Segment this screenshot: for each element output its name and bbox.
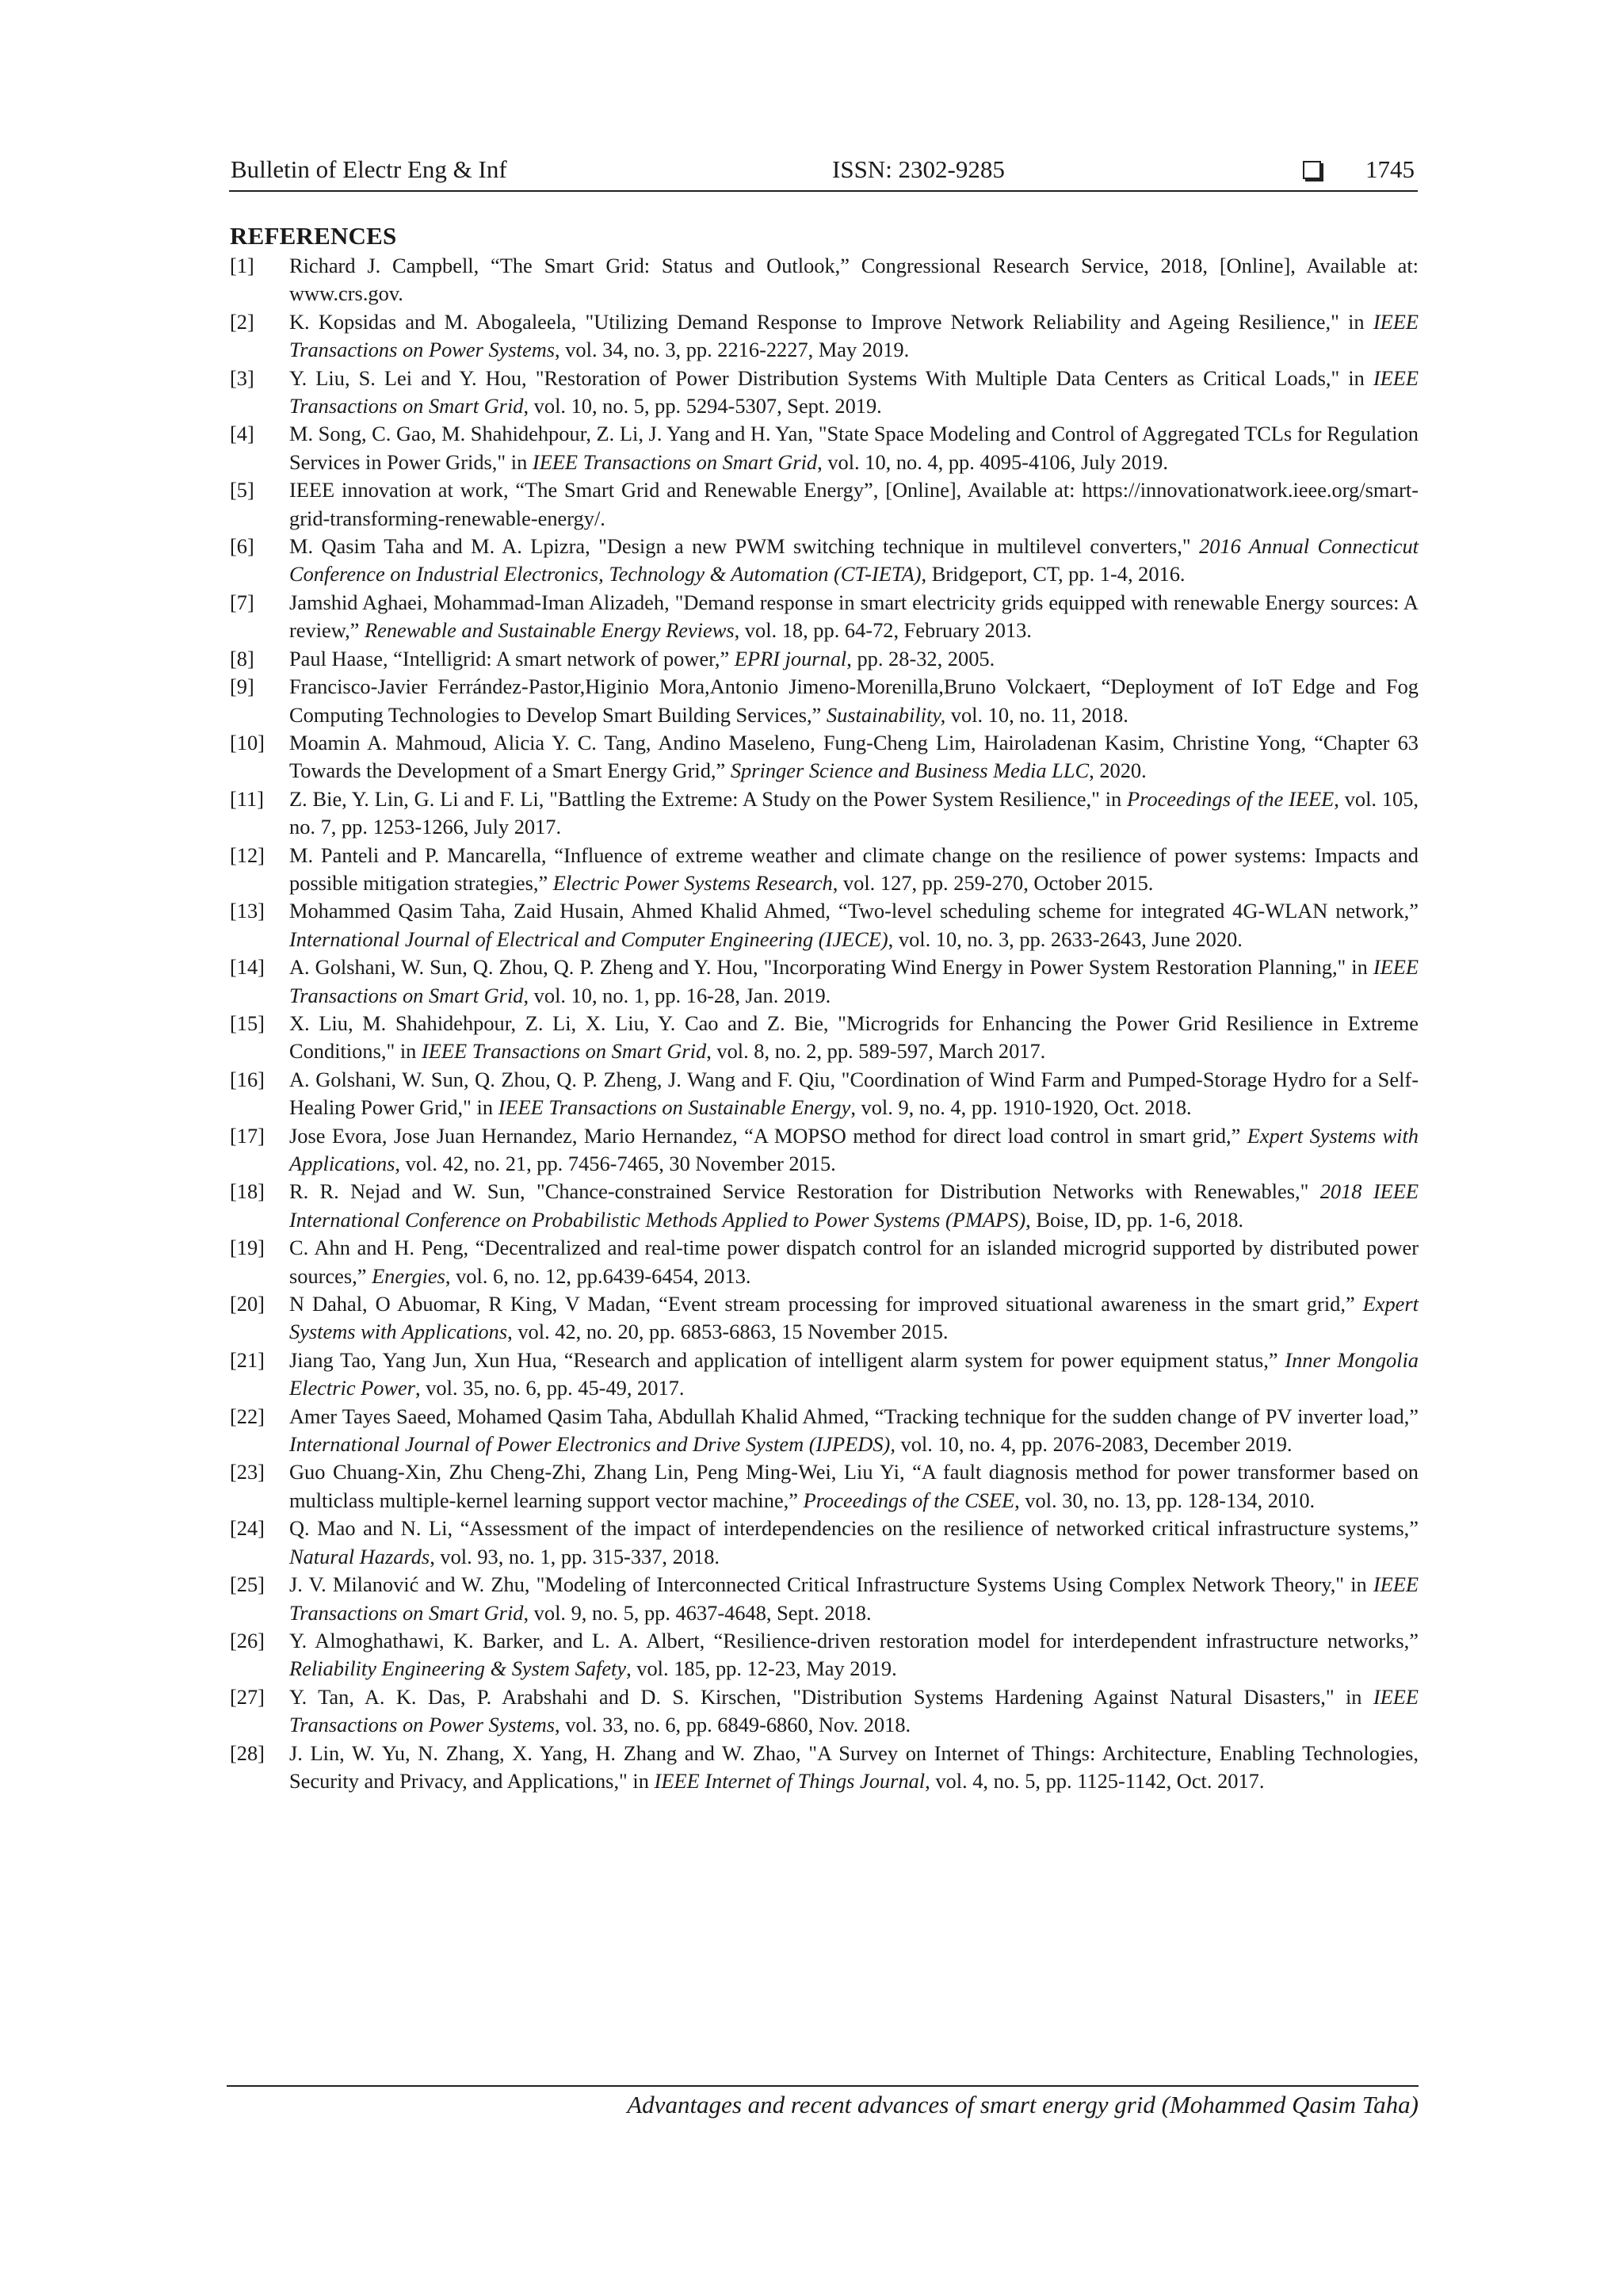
reference-body: M. Song, C. Gao, M. Shahidehpour, Z. Li, J. Yang and H. Yan, "State Space Modeling and Control of Aggregated TCLs for Regulation Services in Power Grids," in xyxy=(289,422,1419,474)
reference-body: Jiang Tao, Yang Jun, Xun Hua, “Research and application of intelligent alarm system for power equipment status,” xyxy=(289,1347,1285,1372)
reference-item xyxy=(230,1290,1419,1347)
reference-text xyxy=(289,1571,1419,1627)
reference-number: [2] xyxy=(230,309,254,334)
reference-details: , Boise, ID, pp. 1-6, 2018. xyxy=(1025,1207,1244,1232)
reference-body: X. Liu, M. Shahidehpour, Z. Li, X. Liu, Y. Cao and Z. Bie, "Microgrids for Enhancing the Power Grid Resilience in Extreme Conditions," in xyxy=(289,1010,1419,1064)
reference-number: [11] xyxy=(230,786,264,811)
reference-body: A. Golshani, W. Sun, Q. Zhou, Q. P. Zheng, J. Wang and F. Qiu, "Coordination of Wind Farm and Pumped-Storage Hydro for a Self-Healing Power Grid," in xyxy=(289,1067,1419,1120)
reference-details: , vol. 34, no. 3, pp. 2216-2227, May 2019. xyxy=(555,338,910,362)
reference-details: , vol. 185, pp. 12-23, May 2019. xyxy=(626,1656,897,1681)
journal-name: Bulletin of Electr Eng & Inf xyxy=(231,155,507,183)
reference-number: [23] xyxy=(230,1460,265,1484)
reference-item xyxy=(230,1178,1419,1234)
reference-venue: IEEE Transactions on Sustainable Energy xyxy=(498,1095,851,1120)
reference-body: R. R. Nejad and W. Sun, "Chance-constrained Service Restoration for Distribution Networks with Renewables," xyxy=(289,1179,1320,1204)
reference-body: Y. Almoghathawi, K. Barker, and L. A. Albert, “Resilience-driven restoration model for interdependent infrastructure networks,” xyxy=(289,1628,1419,1652)
reference-body: A. Golshani, W. Sun, Q. Zhou, Q. P. Zheng and Y. Hou, "Incorporating Wind Energy in Power System Restoration Planning," in xyxy=(289,955,1373,980)
reference-text xyxy=(289,589,1419,645)
reference-details: , vol. 10, no. 5, pp. 5294-5307, Sept. 2019. xyxy=(523,394,882,418)
reference-item xyxy=(230,476,1419,533)
reference-venue: EPRI journal xyxy=(734,646,847,670)
reference-text xyxy=(289,1347,1419,1403)
reference-item xyxy=(230,1122,1419,1179)
reference-text xyxy=(289,1178,1419,1234)
reference-details: , vol. 9, no. 4, pp. 1910-1920, Oct. 2018. xyxy=(850,1095,1192,1120)
reference-details: , vol. 6, no. 12, pp.6439-6454, 2013. xyxy=(445,1263,751,1288)
reference-text xyxy=(289,1066,1419,1122)
reference-item xyxy=(230,1627,1419,1683)
reference-details: , vol. 42, no. 21, pp. 7456-7465, 30 November 2015. xyxy=(395,1152,836,1175)
reference-item xyxy=(230,365,1419,421)
reference-text xyxy=(289,420,1419,476)
reference-venue: IEEE Transactions on Power Systems xyxy=(289,309,1419,362)
reference-venue: Expert Systems with Applications xyxy=(289,1123,1419,1175)
reference-venue: Expert Systems with Applications xyxy=(289,1292,1419,1344)
reference-venue: IEEE Internet of Things Journal xyxy=(654,1768,926,1793)
reference-body: J. Lin, W. Yu, N. Zhang, X. Yang, H. Zhang and W. Zhao, "A Survey on Internet of Things: Architecture, Enabling Technologies, Security and Privacy, and Applications," in xyxy=(289,1740,1419,1793)
reference-item xyxy=(230,1683,1419,1740)
reference-details: , vol. 10, no. 3, pp. 2633-2643, June 2020. xyxy=(888,926,1243,951)
reference-number: [6] xyxy=(230,534,254,559)
reference-item xyxy=(230,785,1419,842)
reference-item xyxy=(230,589,1419,645)
reference-text xyxy=(289,1010,1419,1066)
reference-venue: Inner Mongolia Electric Power xyxy=(289,1347,1419,1400)
reference-venue: IEEE Transactions on Smart Grid xyxy=(532,449,818,474)
reference-body: Guo Chuang-Xin, Zhu Cheng-Zhi, Zhang Lin, Peng Ming-Wei, Liu Yi, “A fault diagnosis method for power transformer based on multiclass multiple-kernel learning support vector machine,” xyxy=(289,1460,1419,1512)
reference-details: , vol. 4, no. 5, pp. 1125-1142, Oct. 2017. xyxy=(925,1768,1265,1793)
reference-text xyxy=(289,476,1419,533)
reference-text xyxy=(289,785,1419,842)
reference-text xyxy=(289,1683,1419,1740)
running-title: Advantages and recent advances of smart energy grid (Mohammed Qasim Taha) xyxy=(627,2091,1419,2118)
reference-details: , 2020. xyxy=(1089,758,1147,783)
reference-number: [28] xyxy=(230,1740,265,1765)
reference-number: [8] xyxy=(230,646,254,670)
reference-body: Richard J. Campbell, “The Smart Grid: Status and Outlook,” Congressional Research Service, 2018, [Online], Available at: www.crs.gov. xyxy=(289,254,1419,306)
reference-text xyxy=(289,897,1419,953)
reference-text xyxy=(289,533,1419,589)
reference-text xyxy=(289,953,1419,1010)
reference-venue: Reliability Engineering & System Safety xyxy=(289,1656,627,1681)
reference-body: Y. Liu, S. Lei and Y. Hou, "Restoration of Power Distribution Systems With Multiple Data Centers as Critical Loads," in xyxy=(289,365,1373,390)
reference-venue: Electric Power Systems Research xyxy=(552,870,833,895)
reference-number: [16] xyxy=(230,1067,265,1091)
reference-details: vol. 10, no. 4, pp. 2076-2083, December 2019. xyxy=(895,1432,1293,1457)
reference-venue: Springer Science and Business Media LLC xyxy=(730,758,1090,783)
reference-text xyxy=(289,842,1419,898)
reference-item xyxy=(230,533,1419,589)
reference-venue: Sustainability, xyxy=(826,702,946,727)
reference-body: IEEE innovation at work, “The Smart Grid and Renewable Energy”, [Online], Available at: https://innovationatwork.ieee.org/smart-grid-transforming-renewable-energy/. xyxy=(289,478,1419,530)
reference-text xyxy=(289,1740,1419,1796)
reference-text xyxy=(289,1234,1419,1290)
reference-item xyxy=(230,673,1419,729)
reference-body: Moamin A. Mahmoud, Alicia Y. C. Tang, Andino Maseleno, Fung-Cheng Lim, Hairoladenan Kasim, Christine Yong, “Chapter 63 Towards the Development of a Smart Energy Grid,” xyxy=(289,730,1419,783)
reference-number: [9] xyxy=(230,674,254,699)
reference-item xyxy=(230,1515,1419,1571)
reference-number: [14] xyxy=(230,955,265,980)
reference-venue: 2018 IEEE International Conference on Probabilistic Methods Applied to Power Systems (PMAPS) xyxy=(289,1179,1419,1232)
reference-body: Jamshid Aghaei, Mohammad-Iman Alizadeh, "Demand response in smart electricity grids equipped with renewable Energy sources: A review,” xyxy=(289,590,1419,643)
reference-body: M. Qasim Taha and M. A. Lpizra, "Design a new PWM switching technique in multilevel converters," xyxy=(289,534,1200,559)
reference-number: [26] xyxy=(230,1628,265,1652)
reference-venue: IEEE Transactions on Smart Grid xyxy=(289,955,1419,1007)
reference-venue: IEEE Transactions on Smart Grid xyxy=(289,1572,1419,1625)
reference-list xyxy=(230,252,1419,1795)
reference-venue: Proceedings of the IEEE xyxy=(1127,786,1335,811)
reference-number: [1] xyxy=(230,254,254,277)
reference-details: , vol. 10, no. 1, pp. 16-28, Jan. 2019. xyxy=(523,983,831,1007)
reference-venue: Renewable and Sustainable Energy Reviews xyxy=(365,618,735,643)
reference-details: , vol. 8, no. 2, pp. 589-597, March 2017. xyxy=(706,1039,1046,1064)
reference-item xyxy=(230,1347,1419,1403)
reference-text xyxy=(289,252,1419,308)
reference-text xyxy=(289,1458,1419,1515)
reference-item xyxy=(230,420,1419,476)
reference-venue: 2016 Annual Connecticut Conference on Industrial Electronics, Technology & Automation (CT-IETA) xyxy=(289,534,1419,586)
reference-number: [18] xyxy=(230,1179,265,1204)
section-title: REFERENCES xyxy=(230,222,397,250)
reference-number: [4] xyxy=(230,422,254,446)
reference-details: vol. 10, no. 11, 2018. xyxy=(945,702,1128,727)
reference-venue: IEEE Transactions on Smart Grid xyxy=(289,365,1419,418)
reference-venue: International Journal of Power Electronics and Drive System (IJPEDS), xyxy=(289,1432,896,1457)
reference-body: C. Ahn and H. Peng, “Decentralized and real-time power dispatch control for an islanded microgrid supported by distributed power sources,” xyxy=(289,1236,1419,1288)
reference-item xyxy=(230,645,1419,673)
reference-text xyxy=(289,729,1419,785)
reference-body: Jose Evora, Jose Juan Hernandez, Mario Hernandez, “A MOPSO method for direct load control in smart grid,” xyxy=(289,1123,1247,1148)
reference-body: K. Kopsidas and M. Abogaleela, "Utilizing Demand Response to Improve Network Reliability and Ageing Resilience," in xyxy=(289,309,1373,334)
reference-number: [12] xyxy=(230,842,265,867)
reference-number: [25] xyxy=(230,1572,265,1597)
reference-number: [24] xyxy=(230,1516,265,1541)
reference-number: [7] xyxy=(230,590,254,614)
reference-body: Y. Tan, A. K. Das, P. Arabshahi and D. S. Kirschen, "Distribution Systems Hardening Against Natural Disasters," in xyxy=(289,1684,1373,1709)
reference-text xyxy=(289,1515,1419,1571)
reference-item xyxy=(230,1010,1419,1066)
reference-text xyxy=(289,1627,1419,1683)
reference-details: , vol. 33, no. 6, pp. 6849-6860, Nov. 2018. xyxy=(555,1713,911,1737)
reference-body: Z. Bie, Y. Lin, G. Li and F. Li, "Battling the Extreme: A Study on the Power System Resilience," in xyxy=(289,786,1128,811)
reference-details: , pp. 28-32, 2005. xyxy=(846,646,995,670)
reference-venue: Proceedings of the CSEE xyxy=(803,1488,1015,1512)
reference-item xyxy=(230,842,1419,898)
issn: ISSN: 2302-9285 xyxy=(832,155,1005,183)
reference-item xyxy=(230,308,1419,365)
reference-item xyxy=(230,1458,1419,1515)
reference-item xyxy=(230,1740,1419,1796)
reference-item xyxy=(230,1403,1419,1459)
reference-details: , vol. 30, no. 13, pp. 128-134, 2010. xyxy=(1014,1488,1316,1512)
reference-number: [3] xyxy=(230,365,254,390)
reference-details: , Bridgeport, CT, pp. 1-4, 2016. xyxy=(921,562,1186,586)
reference-venue: International Journal of Electrical and Computer Engineering (IJECE) xyxy=(289,926,888,951)
reference-body: Amer Tayes Saeed, Mohamed Qasim Taha, Abdullah Khalid Ahmed, “Tracking technique for the sudden change of PV inverter load,” xyxy=(289,1404,1419,1428)
reference-text xyxy=(289,1290,1419,1347)
reference-number: [15] xyxy=(230,1010,265,1035)
reference-details: , vol. 35, no. 6, pp. 45-49, 2017. xyxy=(415,1376,685,1400)
page-header xyxy=(229,154,1418,192)
page-number-group xyxy=(1303,155,1415,184)
reference-body: Mohammed Qasim Taha, Zaid Husain, Ahmed Khalid Ahmed, “Two-level scheduling scheme for integrated 4G-WLAN network,” xyxy=(289,899,1419,923)
reference-number: [20] xyxy=(230,1292,265,1316)
reference-item xyxy=(230,1234,1419,1290)
reference-details: , vol. 18, pp. 64-72, February 2013. xyxy=(734,618,1032,643)
reference-item xyxy=(230,252,1419,308)
reference-text xyxy=(289,673,1419,729)
reference-details: , vol. 42, no. 20, pp. 6853-6863, 15 November 2015. xyxy=(507,1320,949,1344)
reference-body: Francisco-Javier Ferrández-Pastor,Higinio Mora,Antonio Jimeno-Morenilla,Bruno Volckaert, “Deployment of IoT Edge and Fog Computing Technologies to Develop Smart Building Services,” xyxy=(289,674,1419,727)
page-number: 1745 xyxy=(1365,155,1415,183)
reference-item xyxy=(230,897,1419,953)
reference-venue: Energies xyxy=(372,1263,445,1288)
reference-number: [13] xyxy=(230,899,265,923)
reference-text xyxy=(289,308,1419,365)
reference-text xyxy=(289,645,1419,673)
reference-details: , vol. 9, no. 5, pp. 4637-4648, Sept. 2018. xyxy=(523,1600,872,1625)
reference-number: [5] xyxy=(230,478,254,502)
reference-item xyxy=(230,729,1419,785)
reference-venue: Natural Hazards xyxy=(289,1544,430,1568)
reference-venue: IEEE Transactions on Smart Grid xyxy=(421,1039,707,1064)
reference-number: [21] xyxy=(230,1347,265,1372)
reference-details: , vol. 10, no. 4, pp. 4095-4106, July 2019. xyxy=(817,449,1168,474)
reference-item xyxy=(230,953,1419,1010)
reference-body: M. Panteli and P. Mancarella, “Influence of extreme weather and climate change on the resilience of power systems: Impacts and possible mitigation strategies,” xyxy=(289,842,1419,895)
reference-venue: IEEE Transactions on Power Systems xyxy=(289,1684,1419,1737)
reference-body: Q. Mao and N. Li, “Assessment of the impact of interdependencies on the resilience of networked critical infrastructure systems,” xyxy=(289,1516,1419,1541)
reference-body: J. V. Milanović and W. Zhu, "Modeling of Interconnected Critical Infrastructure Systems Using Complex Network Theory," in xyxy=(289,1572,1373,1597)
reference-text xyxy=(289,365,1419,421)
square-box-icon xyxy=(1303,161,1321,179)
reference-details: , vol. 93, no. 1, pp. 315-337, 2018. xyxy=(430,1544,720,1568)
reference-text xyxy=(289,1403,1419,1459)
reference-body: Paul Haase, “Intelligrid: A smart network of power,” xyxy=(289,646,735,670)
reference-body: N Dahal, O Abuomar, R King, V Madan, “Event stream processing for improved situational awareness in the smart grid,” xyxy=(289,1292,1363,1316)
reference-item xyxy=(230,1066,1419,1122)
footer-divider xyxy=(227,2085,1419,2087)
reference-details: , vol. 127, pp. 259-270, October 2015. xyxy=(832,870,1154,895)
reference-number: [10] xyxy=(230,730,265,755)
reference-number: [27] xyxy=(230,1684,265,1709)
reference-number: [22] xyxy=(230,1404,265,1428)
reference-number: [19] xyxy=(230,1236,265,1260)
reference-details: , vol. 105, no. 7, pp. 1253-1266, July 2017. xyxy=(289,786,1419,839)
reference-item xyxy=(230,1571,1419,1627)
reference-number: [17] xyxy=(230,1123,265,1148)
reference-text xyxy=(289,1122,1419,1179)
